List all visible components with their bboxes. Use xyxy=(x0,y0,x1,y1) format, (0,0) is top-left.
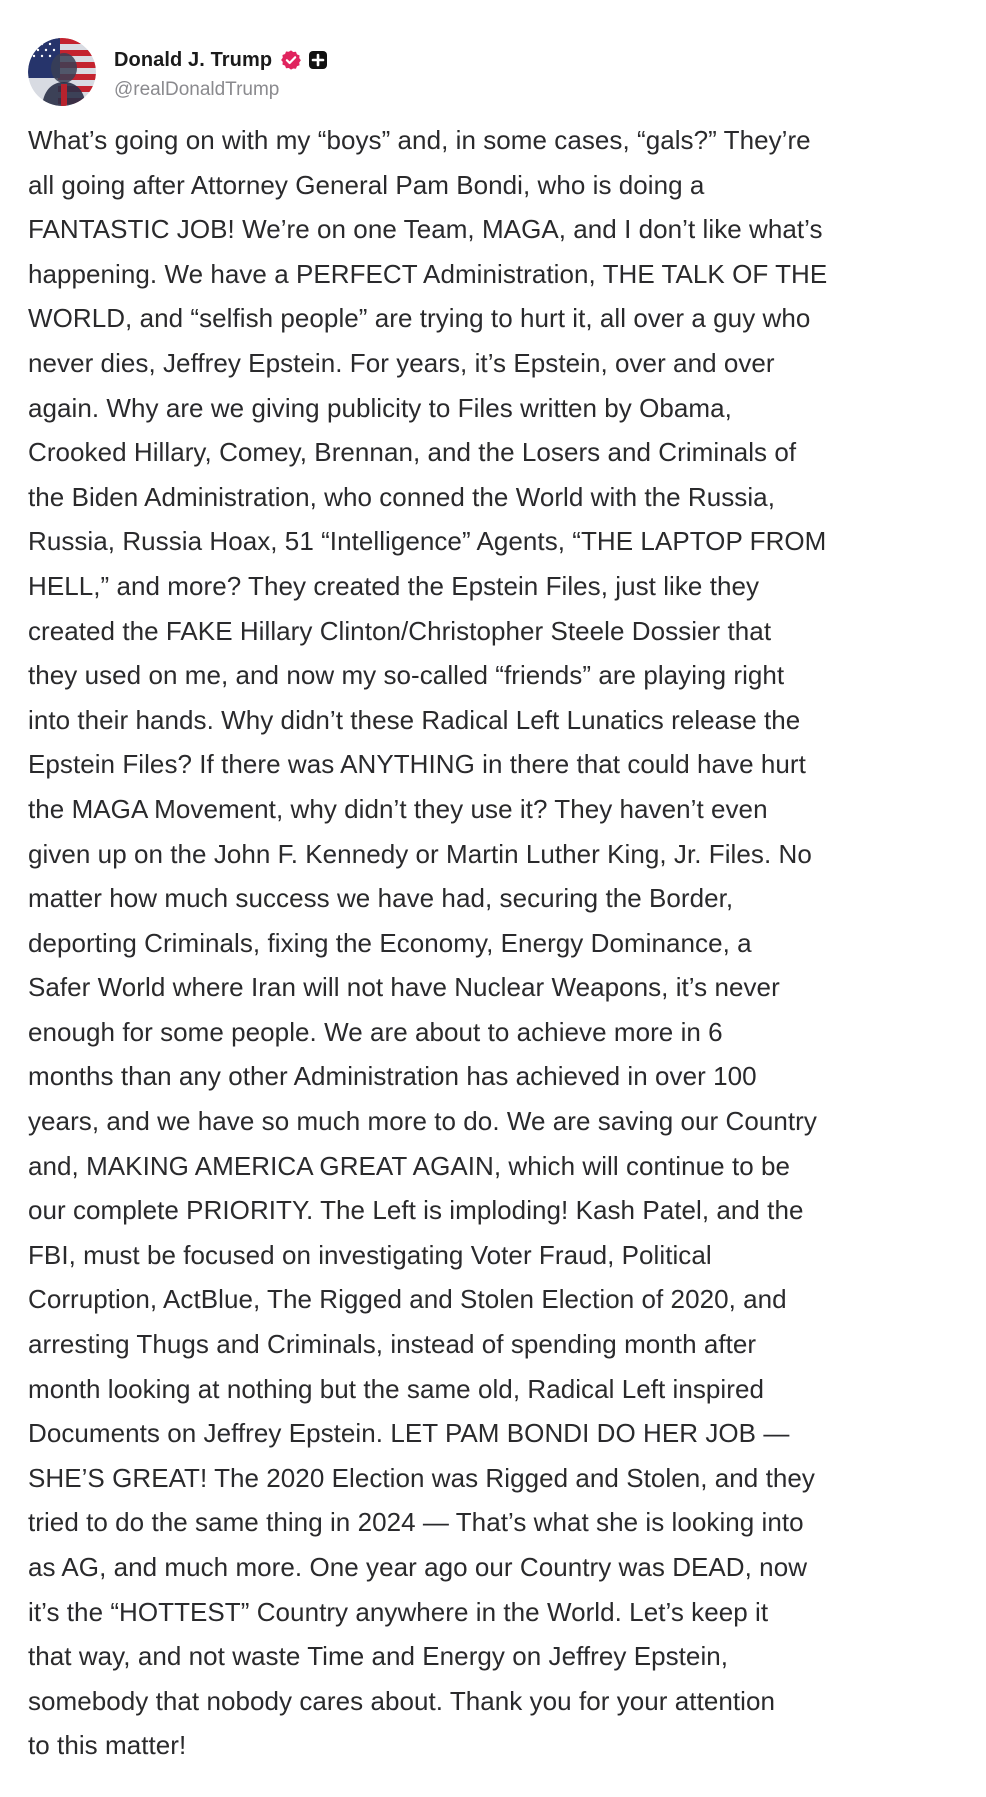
post-body-line: months than any other Administration has achieved in over 100 xyxy=(28,1061,757,1092)
post-body-line: Russia, Russia Hoax, 51 “Intelligence” Agents, “THE LAPTOP FROM xyxy=(28,526,827,557)
author-identity xyxy=(114,43,328,101)
post-body-line: Crooked Hillary, Comey, Brennan, and the Losers and Criminals of xyxy=(28,437,797,468)
post-body-line: our complete PRIORITY. The Left is imploding! Kash Patel, and the xyxy=(28,1195,804,1226)
post-body-line: arresting Thugs and Criminals, instead of spending month after xyxy=(28,1329,757,1360)
avatar-flag-portrait-icon xyxy=(28,38,96,106)
post-body-line: What’s going on with my “boys” and, in some cases, “gals?” They’re xyxy=(28,125,811,155)
post-body-line: deporting Criminals, fixing the Economy, Energy Dominance, a xyxy=(28,927,752,958)
post-body-line: tried to do the same thing in 2024 — That’s what she is looking into xyxy=(28,1507,804,1538)
post-body-line: it’s the “HOTTEST” Country anywhere in the World. Let’s keep it xyxy=(28,1596,769,1627)
plus-badge-icon xyxy=(308,50,328,70)
post-body-line: never dies, Jeffrey Epstein. For years, it’s Epstein, over and over xyxy=(28,347,775,378)
verified-badge-icon xyxy=(280,49,302,71)
post-body-line: into their hands. Why didn’t these Radical Left Lunatics release the xyxy=(28,704,801,735)
post-body-line: all going after Attorney General Pam Bondi, who is doing a xyxy=(28,169,705,200)
post-body-line: FANTASTIC JOB! We’re on one Team, MAGA, and I don’t like what’s xyxy=(28,214,823,245)
post-body-line: years, and we have so much more to do. We are saving our Country xyxy=(28,1106,817,1137)
post-body-line: month looking at nothing but the same old, Radical Left inspired xyxy=(28,1373,764,1404)
post-body-line: matter how much success we have had, securing the Border, xyxy=(28,883,734,914)
post-body-line: they used on me, and now my so-called “friends” are playing right xyxy=(28,660,785,691)
post-body-line: Corruption, ActBlue, The Rigged and Stolen Election of 2020, and xyxy=(28,1284,787,1315)
post-body-line: that way, and not waste Time and Energy on Jeffrey Epstein, xyxy=(28,1641,729,1672)
author-name-row xyxy=(114,43,328,77)
post-body-line: and, MAKING AMERICA GREAT AGAIN, which will continue to be xyxy=(28,1150,791,1181)
post-body-line: FBI, must be focused on investigating Voter Fraud, Political xyxy=(28,1239,712,1270)
post-body-line: somebody that nobody cares about. Thank you for your attention xyxy=(28,1685,775,1716)
post-body-line: again. Why are we giving publicity to Files written by Obama, xyxy=(28,392,732,423)
post-body-line: SHE’S GREAT! The 2020 Election was Rigged and Stolen, and they xyxy=(28,1462,815,1493)
post-body-line: created the FAKE Hillary Clinton/Christopher Steele Dossier that xyxy=(28,615,772,646)
post-body-text xyxy=(28,118,968,1768)
post-body-line: HELL,” and more? They created the Epstein Files, just like they xyxy=(28,570,760,601)
post-body-line: enough for some people. We are about to achieve more in 6 xyxy=(28,1016,723,1047)
post-body-line: given up on the John F. Kennedy or Martin Luther King, Jr. Files. No xyxy=(28,838,812,869)
post-body-line: happening. We have a PERFECT Administration, THE TALK OF THE xyxy=(28,258,828,289)
post-header xyxy=(28,34,328,110)
author-handle[interactable]: @realDonaldTrump xyxy=(114,79,280,100)
post-body-line: Safer World where Iran will not have Nuclear Weapons, it’s never xyxy=(28,972,780,1003)
avatar[interactable] xyxy=(28,38,96,106)
post-body-line: WORLD, and “selfish people” are trying to hurt it, all over a guy who xyxy=(28,303,811,334)
post-body-line: the MAGA Movement, why didn’t they use it? They haven’t even xyxy=(28,793,768,824)
post-body-line: to this matter! xyxy=(28,1730,187,1761)
post-body-line: Documents on Jeffrey Epstein. LET PAM BONDI DO HER JOB — xyxy=(28,1418,790,1449)
author-display-name[interactable]: Donald J. Trump xyxy=(114,48,273,71)
post-body-line: Epstein Files? If there was ANYTHING in there that could have hurt xyxy=(28,749,806,780)
post-body-line: the Biden Administration, who conned the World with the Russia, xyxy=(28,481,775,512)
post-body-line: as AG, and much more. One year ago our Country was DEAD, now xyxy=(28,1552,808,1582)
